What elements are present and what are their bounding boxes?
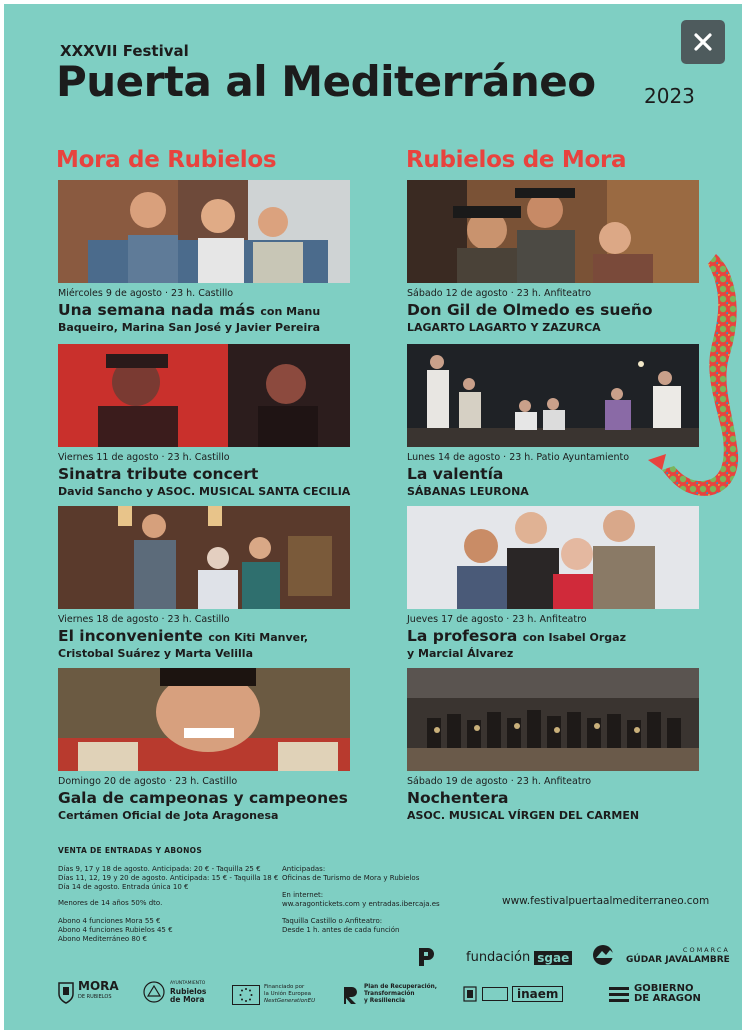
event-cast: ASOC. MUSICAL VÍRGEN DEL CARMEN — [407, 809, 640, 822]
event-photo — [407, 668, 699, 771]
event-photo — [407, 180, 699, 283]
close-icon — [693, 32, 713, 52]
comarca-logo: COMARCA GÚDAR JAVALAMBRE — [592, 944, 730, 966]
event-title: Don Gil de Olmedo es sueño — [407, 301, 653, 319]
ticket-internet[interactable]: En internet: ww.aragontickets.com y entradas.ibercaja.es — [282, 891, 440, 908]
tickets-heading: VENTA DE ENTRADAS Y ABONOS — [58, 846, 203, 855]
event-title: La profesora con Isabel Orgaz — [407, 627, 626, 645]
event-title: Gala de campeonas y campeones — [58, 789, 348, 807]
festival-poster — [4, 4, 742, 1030]
event-card[interactable] — [58, 344, 358, 498]
ticket-prices: Días 9, 17 y 18 de agosto. Anticipada: 20 € - Taquilla 25 € Días 11, 12, 19 y 20 de agosto. Anticipada: 15 € - Taquilla 18 € Día 14 de agosto. Entrada única 10 € — [58, 865, 279, 891]
event-cast: Certámen Oficial de Jota Aragonesa — [58, 809, 279, 822]
festival-title: Puerta al Mediterráneo — [56, 57, 596, 106]
mora-de-rubielos-logo: MORA DE RUBIELOS — [58, 980, 119, 1004]
event-title: La valentía — [407, 465, 504, 483]
rubielos-crest-icon — [142, 980, 166, 1004]
event-cast: Cristobal Suárez y Marta Velilla — [58, 647, 254, 660]
eu-funding-logo: Financiado por la Unión Europea NextGenerationEU — [232, 984, 315, 1005]
spain-crest-icon — [462, 985, 478, 1003]
event-date: Miércoles 9 de agosto · 23 h. Castillo — [58, 288, 234, 299]
event-photo — [58, 506, 350, 609]
event-date: Viernes 11 de agosto · 23 h. Castillo — [58, 452, 230, 463]
ticket-discount: Menores de 14 años 50% dto. — [58, 899, 163, 907]
event-card[interactable] — [407, 668, 707, 822]
event-date: Lunes 14 de agosto · 23 h. Patio Ayuntamiento — [407, 452, 630, 463]
event-title: Sinatra tribute concert — [58, 465, 259, 483]
gobierno-de-aragon-logo: GOBIERNO DE ARAGON — [608, 984, 701, 1004]
venue-heading-rubielos: Rubielos de Mora — [406, 147, 627, 173]
ticket-advance: Anticipadas: Oficinas de Turismo de Mora y Rubielos — [282, 865, 420, 882]
event-date: Jueves 17 de agosto · 23 h. Anfiteatro — [407, 614, 587, 625]
event-date: Viernes 18 de agosto · 23 h. Castillo — [58, 614, 230, 625]
event-cast: SÁBANAS LEURONA — [407, 485, 529, 498]
event-date: Sábado 19 de agosto · 23 h. Anfiteatro — [407, 776, 592, 787]
event-photo — [407, 344, 699, 447]
event-card[interactable] — [407, 506, 707, 660]
ticket-box-office: Taquilla Castillo o Anfiteatro: Desde 1 h. antes de cada función — [282, 917, 400, 934]
event-photo — [407, 506, 699, 609]
aragon-stripes-icon — [608, 984, 630, 1004]
event-title: Nochentera — [407, 789, 509, 807]
event-card[interactable] — [58, 668, 358, 822]
ticket-passes: Abono 4 funciones Mora 55 € Abono 4 funciones Rubielos 45 € Abono Mediterráneo 80 € — [58, 917, 173, 943]
close-button[interactable] — [681, 20, 725, 64]
event-photo — [58, 344, 350, 447]
event-card[interactable] — [58, 180, 358, 334]
ministry-box — [482, 987, 508, 1001]
rubielos-de-mora-logo: AYUNTAMIENTO Rubielos de Mora — [142, 980, 206, 1004]
p-logo-icon — [416, 946, 436, 968]
event-photo — [58, 668, 350, 771]
event-photo — [58, 180, 350, 283]
festival-year: 2023 — [644, 84, 695, 108]
event-title: Una semana nada más con Manu — [58, 301, 321, 319]
event-card[interactable] — [407, 180, 707, 334]
eu-flag-icon — [232, 985, 260, 1005]
event-cast: Baqueiro, Marina San José y Javier Pereira — [58, 321, 321, 334]
recovery-plan-logo: Plan de Recuperación, Transformación y Resiliencia — [342, 984, 437, 1005]
event-cast: y Marcial Álvarez — [407, 647, 514, 660]
mora-shield-icon — [58, 980, 74, 1004]
comarca-icon — [592, 944, 622, 966]
event-date: Sábado 12 de agosto · 23 h. Anfiteatro — [407, 288, 592, 299]
festival-website-link[interactable]: www.festivalpuertaalmediterraneo.com — [502, 895, 710, 907]
venue-heading-mora: Mora de Rubielos — [56, 147, 277, 173]
fundacion-sgae-logo: fundación sgae — [466, 950, 572, 965]
festival-edition: XXXVII Festival — [60, 42, 189, 60]
event-title: El inconveniente con Kiti Manver, — [58, 627, 309, 645]
event-card[interactable] — [58, 506, 358, 660]
inaem-logo: inaem — [462, 985, 563, 1003]
event-cast: LAGARTO LAGARTO Y ZAZURCA — [407, 321, 601, 334]
p-logo — [416, 946, 436, 968]
event-card[interactable] — [407, 344, 707, 498]
recovery-plan-icon — [342, 985, 360, 1005]
event-cast: David Sancho y ASOC. MUSICAL SANTA CECILIA — [58, 485, 351, 498]
event-date: Domingo 20 de agosto · 23 h. Castillo — [58, 776, 238, 787]
